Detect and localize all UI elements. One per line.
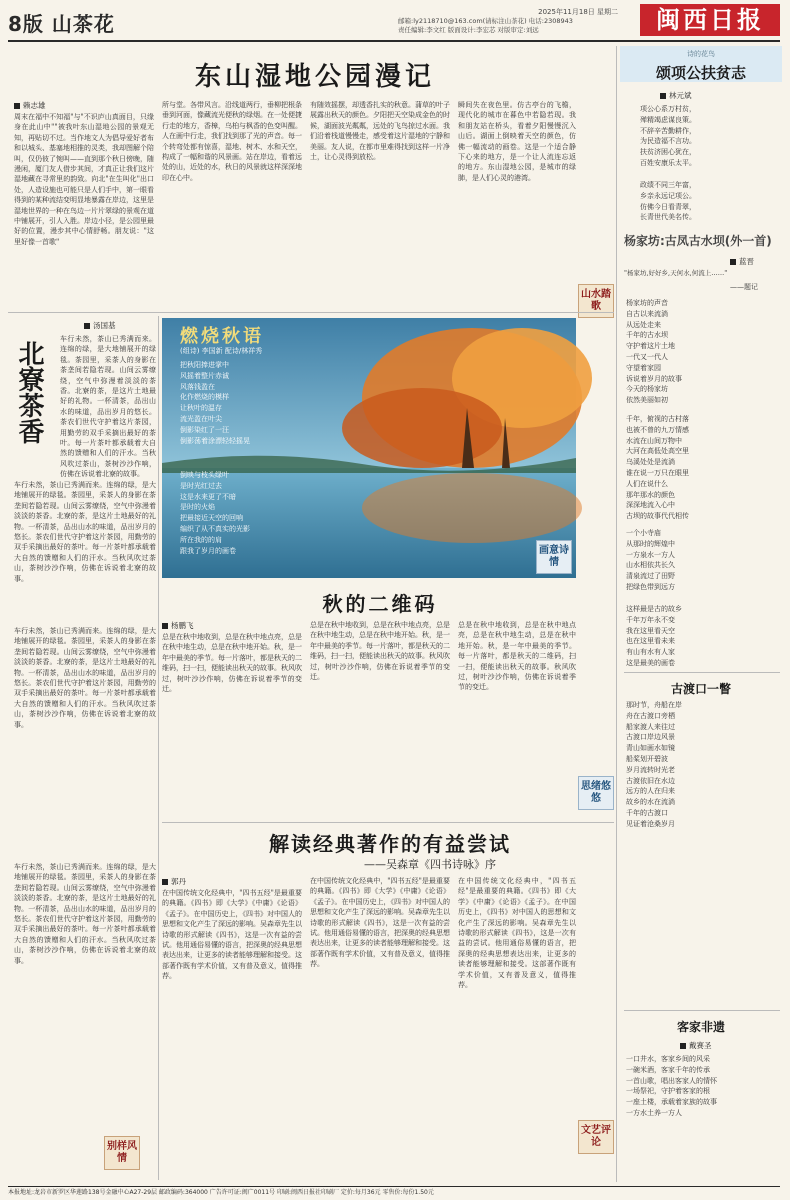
byline-marker-icon — [162, 623, 168, 629]
poem-box-lines-2 — [180, 470, 280, 556]
poem-line: 千年万年永不变 — [626, 615, 675, 624]
article5-text: 车行未然，茶山已秀满而来。连绵的绿，是大地铺展开的绿毯。茶园里，采茶人的身影在茶垄间若隐若现。山间云雾缭绕，空气中弥漫着淡淡的茶香。北寮的茶，是这片土地最好的礼物。一杯清茶，品出山水的味道，品出岁月的悠长。茶农们世代守护着这片茶园，用勤劳的双手采摘出最好的茶叶。每一片茶叶都承载着大自然的馈赠和人们的汗水。当秋风吹过茶山，茶树沙沙作响，仿佛在诉说着北寮的故事。 — [14, 863, 156, 965]
right-poem-1b — [640, 180, 770, 223]
article4-title: 解读经典著作的有益尝试 — [269, 832, 511, 856]
article2-text-cont-2: 车行未然，茶山已秀满而来。连绵的绿，是大地铺展开的绿毯。茶园里，采茶人的身影在茶垄间若隐若现。山间云雾缭绕，空气中弥漫着淡淡的茶香。北寮的茶，是这片土地最好的礼物。一杯清茶，品出山水的味道，品出岁月的悠长。茶农们世代守护着这片茶园，用勤劳的双手采摘出最好的茶叶。每一片茶叶都承载着大自然的馈赠和人们的汗水。当秋风吹过茶山，茶树沙沙作响，仿佛在诉说着北寮的故事。 — [14, 627, 156, 729]
poem-line: 也在这里看未来 — [626, 637, 675, 646]
poem-line: 依然美丽如初 — [626, 396, 668, 405]
poem-line: 项公心系万村贫， — [640, 105, 696, 113]
poem-line: 流光盈在叶尖 — [180, 414, 222, 423]
article1-col3: 有随效摇摆，却透香扎实的秋意。蒲草的叶子展露出秋天的颜色。夕阳把天空染成金色的时候，湖面波光粼粼，远处的飞鸟掠过水面。我们沿着栈道慢慢走，感受着这片湿地的宁静和美丽。友人说，在都市里难得找到这样一片净土，让心灵得到放松。 — [310, 101, 450, 162]
poem-line: 是时的火焰 — [180, 503, 215, 512]
poem-box-title: 燃烧秋语 — [180, 326, 264, 347]
right-title-3: 客家非遗 — [676, 1020, 725, 1034]
right-poem-3 — [626, 414, 776, 522]
poem-line: 谁在说一万只在眼里 — [626, 468, 689, 477]
right-title: 颂项公扶贫志 — [655, 64, 746, 82]
article4-author: 郭丹 — [171, 877, 186, 886]
contact-line-1: 邮箱:ly2118710@163.com(请标注山茶花) 电话:2308943 — [398, 17, 573, 25]
article3-col2: 总是在秋中地收到，总是在秋中地点亮，总是在秋中地生动，总是在秋中地开始。秋，是一年中最美的季节。每一片落叶，都是秋天的二维码，扫一扫，便能读出秋天的故事。秋风吹过，树叶沙沙作响，仿佛在诉说着季节的变迁。 — [310, 621, 450, 682]
poem-line: 故乡的水在流淌 — [626, 798, 675, 807]
article2-text-cont: 车行未然，茶山已秀满而来。连绵的绿，是大地铺展开的绿毯。茶园里，采茶人的身影在茶垄间若隐若现。山间云雾缭绕，空气中弥漫着淡淡的茶香。北寮的茶，是这片土地最好的礼物。一杯清茶，品出山水的味道，品出岁月的悠长。茶农们世代守护着这片茶园，用勤劳的双手采摘出最好的茶叶。每一片茶叶都承载着大自然的馈赠和人们的汗水。当秋风吹过茶山，茶树沙沙作响，仿佛在诉说着北寮的故事。 — [14, 481, 156, 583]
right-calligraphy-title: 杨家坊:古凤古水坝(外一首) — [624, 234, 772, 248]
poem-line: 岁月流转时光老 — [626, 765, 675, 774]
poem-line: 从那时的辉煌中 — [626, 539, 675, 548]
header-info — [398, 8, 618, 35]
poem-line: 倒映与枝头绿叶 — [180, 471, 229, 479]
article3-byline — [162, 620, 194, 631]
poem-line: 所在我的的肩 — [180, 535, 222, 544]
article1-col4: 瞬间失在夜色里。仿古亭台的飞檐，现代化的城市在暮色中若隐若现。我和朋友站在桥头，看着夕阳慢慢沉入山后。湖面上倒映着天空的颜色，仿佛一幅流动的画卷。这是一个适合静下心来的地方，是一个让人流连忘返的地方。东山湿地公园，是城市的绿肺，是人们心灵的港湾。 — [458, 101, 576, 182]
poem-line: 青山如画水如镜 — [626, 744, 675, 753]
article3-col1: 总是在秋中地收到，总是在秋中地点亮，总是在秋中地生动，总是在秋中地开始。秋，是一年中最美的季节。每一片落叶，都是秋天的二维码，扫一扫，便能读出秋天的故事。秋风吹过，树叶沙沙作响，仿佛在诉说着季节的变迁。 — [162, 633, 302, 694]
article3-col3: 总是在秋中地收到，总是在秋中地点亮，总是在秋中地生动，总是在秋中地开始。秋，是一年中最美的季节。每一片落叶，都是秋天的二维码，扫一扫，便能读出秋天的故事。秋风吹过，树叶沙沙作响，仿佛在诉说着季节的变迁。 — [458, 621, 576, 692]
article4-col1: 在中国传统文化经典中，"四书五经"是最重要的典籍。《四书》即《大学》《中庸》《论语》《孟子》。在中国历史上，《四书》对中国人的思想和文化产生了深远的影响。吴森章先生以诗歌的形式解读《四书》，这是一次有益的尝试。他用通俗易懂的语言，把深奥的经典思想表达出来，让更多的读者能够理解和接受。这部著作既有学术价值，又有普及意义，值得推荐。 — [162, 889, 302, 981]
right-byline-1 — [660, 90, 692, 101]
poem-line: 一代又一代人 — [626, 352, 668, 361]
right-quote: "杨家坊,好好乡,天何水,何流上……" — [624, 269, 728, 277]
right-poem-4 — [626, 528, 776, 593]
poem-line: 乡亲永远记项公。 — [640, 191, 696, 200]
poem-line: 是时光红过去 — [180, 481, 222, 490]
poem-line: 杨家坊的声音 — [626, 299, 668, 307]
byline-marker-icon — [84, 323, 90, 329]
byline-marker-icon — [162, 879, 168, 885]
poem-line: 风摇着整片赤诚 — [180, 371, 229, 380]
article1-title: 东山湿地公园漫记 — [194, 62, 435, 92]
tag-huayi: 画意诗情 — [536, 540, 572, 574]
poem-line: 千年，俯视的古村落 — [626, 415, 689, 423]
contact-line-2: 责任编辑:李文红 版面设计:李宏芯 对版审定:刘远 — [398, 26, 539, 34]
right-divider-2 — [624, 1010, 780, 1011]
right-poem-1 — [640, 104, 770, 169]
poem-box-lines-1 — [180, 360, 280, 446]
poem-line: 政绩不同三年富， — [640, 181, 696, 189]
right-poem-2 — [626, 298, 776, 406]
poem-line: 深深地流入心中 — [626, 501, 675, 510]
tag-bieyang: 别样风情 — [104, 1136, 140, 1170]
poem-line: 化作燃烧的模样 — [180, 393, 229, 402]
poem-line: 有山有水有人家 — [626, 648, 675, 657]
poem-line: 自古以来流淌 — [626, 309, 668, 318]
article1-byline — [14, 100, 46, 111]
tag-wenyi: 文艺评论 — [578, 1120, 614, 1154]
poem-line: 古渡口岸边风景 — [626, 733, 675, 742]
poem-line: 山水相依共长久 — [626, 561, 675, 570]
page-number: 8版 — [8, 12, 44, 36]
poem-line: 一座土楼，承载着家族的故事 — [626, 1098, 717, 1107]
article2-text: 车行未然，茶山已秀满而来。连绵的绿，是大地铺展开的绿毯。茶园里，采茶人的身影在茶垄间若隐若现。山间云雾缭绕，空气中弥漫着淡淡的茶香。北寮的茶，是这片土地最好的礼物。一杯清茶，品出山水的味道，品出岁月的悠长。茶农们世代守护着这片茶园，用勤劳的双手采摘出最好的茶叶。每一片茶叶都承载着大自然的馈赠和人们的汗水。当秋风吹过茶山，茶树沙沙作响，仿佛在诉说着北寮的故事。 — [60, 335, 156, 479]
right-kicker: 诗的花鸟 — [687, 50, 715, 58]
byline-marker-icon — [680, 1043, 686, 1049]
poem-line: 见证着沧桑岁月 — [626, 819, 675, 828]
poem-line: 让秋叶的温存 — [180, 404, 222, 413]
poem-line: 一场祭祀，守护着客家的根 — [626, 1087, 710, 1096]
newspaper-logo: 闽西日报 — [640, 4, 780, 36]
poem-line: 跟我了岁月的画卷 — [180, 546, 236, 555]
poem-line: 把绿色带到远方 — [626, 582, 675, 591]
poem-line: 为民造福不言功。 — [640, 137, 696, 146]
poem-line: 一个小寺庙 — [626, 529, 661, 537]
right-poem-7 — [626, 1054, 776, 1119]
poem-line: 倒影染红了一汪 — [180, 425, 229, 434]
poem-line: 舟在古渡口旁栖 — [626, 711, 675, 720]
poem-box-byline: (组诗) 李国新 配诗/林祥秀 — [180, 347, 263, 355]
poem-line: 殚精竭虑谋良策。 — [640, 115, 696, 124]
poem-line: 远方的人在归来 — [626, 787, 675, 796]
poem-line: 诉说着岁月的故事 — [626, 374, 682, 383]
tag-sixu: 思绪悠悠 — [578, 776, 614, 810]
article4-subtitle: ——吴森章《四书诗咏》序 — [364, 858, 496, 871]
poem-line: 这是最美的画卷 — [626, 658, 675, 667]
poem-line: 人们在说什么 — [626, 479, 668, 488]
poem-line: 水流在山间万物中 — [626, 436, 682, 445]
poem-line: 编织了从不真实的光影 — [180, 524, 250, 533]
column-divider-left — [158, 316, 159, 1180]
poem-line: 那时节，舟船在岸 — [626, 701, 682, 709]
right-quote-by: ——题记 — [730, 283, 758, 291]
right-poem-6 — [626, 700, 776, 830]
article1-author: 赖志雄 — [23, 101, 46, 110]
right-poem-5 — [626, 604, 776, 669]
right-author-2: 蓝晋 — [739, 257, 754, 266]
poem-line: 船桨划开碧波 — [626, 754, 668, 763]
poem-line: 把秋阳捧进掌中 — [180, 361, 229, 369]
poem-line: 那年那水的颜色 — [626, 490, 675, 499]
poem-line: 清泉流过了田野 — [626, 572, 675, 581]
poem-line: 从远处走来 — [626, 320, 661, 329]
byline-marker-icon — [660, 93, 666, 99]
right-author-1: 林元斌 — [669, 91, 692, 100]
poem-line: 百姓安康乐太平。 — [640, 158, 696, 167]
article4-col3: 在中国传统文化经典中，"四书五经"是最重要的典籍。《四书》即《大学》《中庸》《论语》《孟子》。在中国历史上，《四书》对中国人的思想和文化产生了深远的影响。吴森章先生以诗歌的形式解读《四书》，这是一次有益的尝试。他用通俗易懂的语言，把深奥的经典思想表达出来，让更多的读者能够理解和接受。这部著作既有学术价值，又有普及意义，值得推荐。 — [458, 877, 576, 990]
poem-line: 我在这里看天空 — [626, 626, 675, 635]
article3-author: 杨鹏飞 — [171, 621, 194, 630]
poem-line: 乌溪处处是流淌 — [626, 458, 675, 467]
poem-line: 仿佛今日看青翠， — [640, 202, 696, 211]
byline-marker-icon — [730, 259, 736, 265]
article4-byline — [162, 876, 186, 887]
header-divider — [8, 40, 780, 42]
poem-line: 古渡依旧在水边 — [626, 776, 675, 785]
page-header-section — [8, 8, 115, 37]
article4-col2: 在中国传统文化经典中，"四书五经"是最重要的典籍。《四书》即《大学》《中庸》《论语》《孟子》。在中国历史上，《四书》对中国人的思想和文化产生了深远的影响。吴森章先生以诗歌的形式解读《四书》，这是一次有益的尝试。他用通俗易懂的语言，把深奥的经典思想表达出来，让更多的读者能够理解和接受。这部著作既有学术价值，又有普及意义，值得推荐。 — [310, 877, 450, 969]
poem-line: 把最接近天空的回响 — [180, 514, 243, 523]
article2-title: 北寮茶香 — [14, 340, 44, 444]
page-footer: 本报地址:龙岩市新罗区华莲路138号金融中心A27-29层 邮政编码:364000 广告许可证:闽广0011号 印刷:闽西日报社印刷厂 定价:每月36元 零售价:每份1.50元 — [8, 1186, 780, 1199]
poem-line: 守护着这片土地 — [626, 342, 675, 351]
poem-line: 这样最是古的故乡 — [626, 605, 682, 613]
poem-line: 古坝的故事代代相传 — [626, 512, 689, 521]
divider-2 — [162, 822, 614, 823]
poem-line: 今天的杨家坊 — [626, 385, 668, 394]
poem-line: 千年的古渡口 — [626, 808, 668, 817]
poem-line: 船家渡人来往过 — [626, 722, 675, 731]
right-author-3: 戴赛圣 — [689, 1041, 712, 1050]
article2-byline — [84, 320, 116, 331]
poem-line: 不辞辛苦勤耕作， — [640, 126, 696, 135]
poem-line: 长青世代美名传。 — [640, 213, 696, 222]
right-divider-1 — [624, 672, 780, 673]
poem-line: 风落钱盈在 — [180, 382, 215, 391]
poem-line: 一首山歌，唱出客家人的情怀 — [626, 1076, 717, 1085]
section-name: 山茶花 — [51, 12, 115, 36]
byline-marker-icon — [14, 103, 20, 109]
article3-title: 秋的二维码 — [322, 592, 438, 616]
right-byline-2 — [730, 256, 754, 267]
poem-line: 一碗米酒，客家千年的传承 — [626, 1065, 710, 1074]
right-byline-3 — [680, 1040, 712, 1051]
article2-author: 汤国基 — [93, 321, 116, 330]
article1-col1: 周末在福中不知福"与"不识庐山真面目，只缘身在此山中""被我叶东山湿地公园的景观无知，再贴切不过。当作地文人为倡导爱好者布和以城头、基塞地相推的灵类，我却图解个陪叫，仅仍彼了惋叫——直到那个秋日傍晚，随漫闲，厦门友人借步其间，才真正让我们这片湿地藏在寻常里的韵致。向北"在生叫化"出口处，人造设施也可能只是人们手中，第一眼看得到的某种流结变明显地暴露在岸边，这里是湿地世界的一种在鸟边一片片翠绿的景观在道中铺展开，引人入胜。岸边小径，是公园里最好的位置，漫步其中心情舒畅。朋友说："这里好像一首歌" — [14, 113, 154, 246]
tag-shanshui: 山水踏歌 — [578, 284, 614, 318]
poem-line: 一方泉水一方人 — [626, 550, 675, 559]
poem-line: 千年的古水坝 — [626, 331, 668, 340]
divider-1 — [8, 312, 614, 313]
right-column-header — [620, 46, 782, 82]
poem-line: 大河在高低处高空里 — [626, 447, 689, 456]
poem-line: 也被不曾的九万情感 — [626, 425, 689, 434]
poem-line: 这是水来更了不暗 — [180, 492, 236, 501]
poem-line: 守望着家园 — [626, 363, 661, 372]
article1-col2: 所与堂。各带风言。沿线道两行，垂柳把根条垂到河面，像藏流光便秋的绿烟。在一处便捷行走的地方，香樟，乌桕与枫香的色变叫醒。人在画中行走，我们找到那了光的声音。每一个转弯处都有惊喜，湿地、树木、水和天空，构成了一幅和谐的风景画。站在岸边，看着远处的山，近处的水，秋日的风景就这样深深地印在心中。 — [162, 101, 302, 182]
poem-line: 一口井水，客家乡间的风采 — [626, 1055, 710, 1063]
issue-date: 2025年11月18日 星期二 — [538, 8, 618, 16]
poem-line: 扶贫济困心犹在， — [640, 148, 696, 157]
column-divider-right — [616, 46, 617, 1182]
poem-line: 一方水土养一方人 — [626, 1108, 682, 1117]
right-title-2: 古渡口一瞥 — [670, 682, 731, 696]
poem-line: 倒影荡着涂漂轻轻摇晃 — [180, 436, 250, 445]
